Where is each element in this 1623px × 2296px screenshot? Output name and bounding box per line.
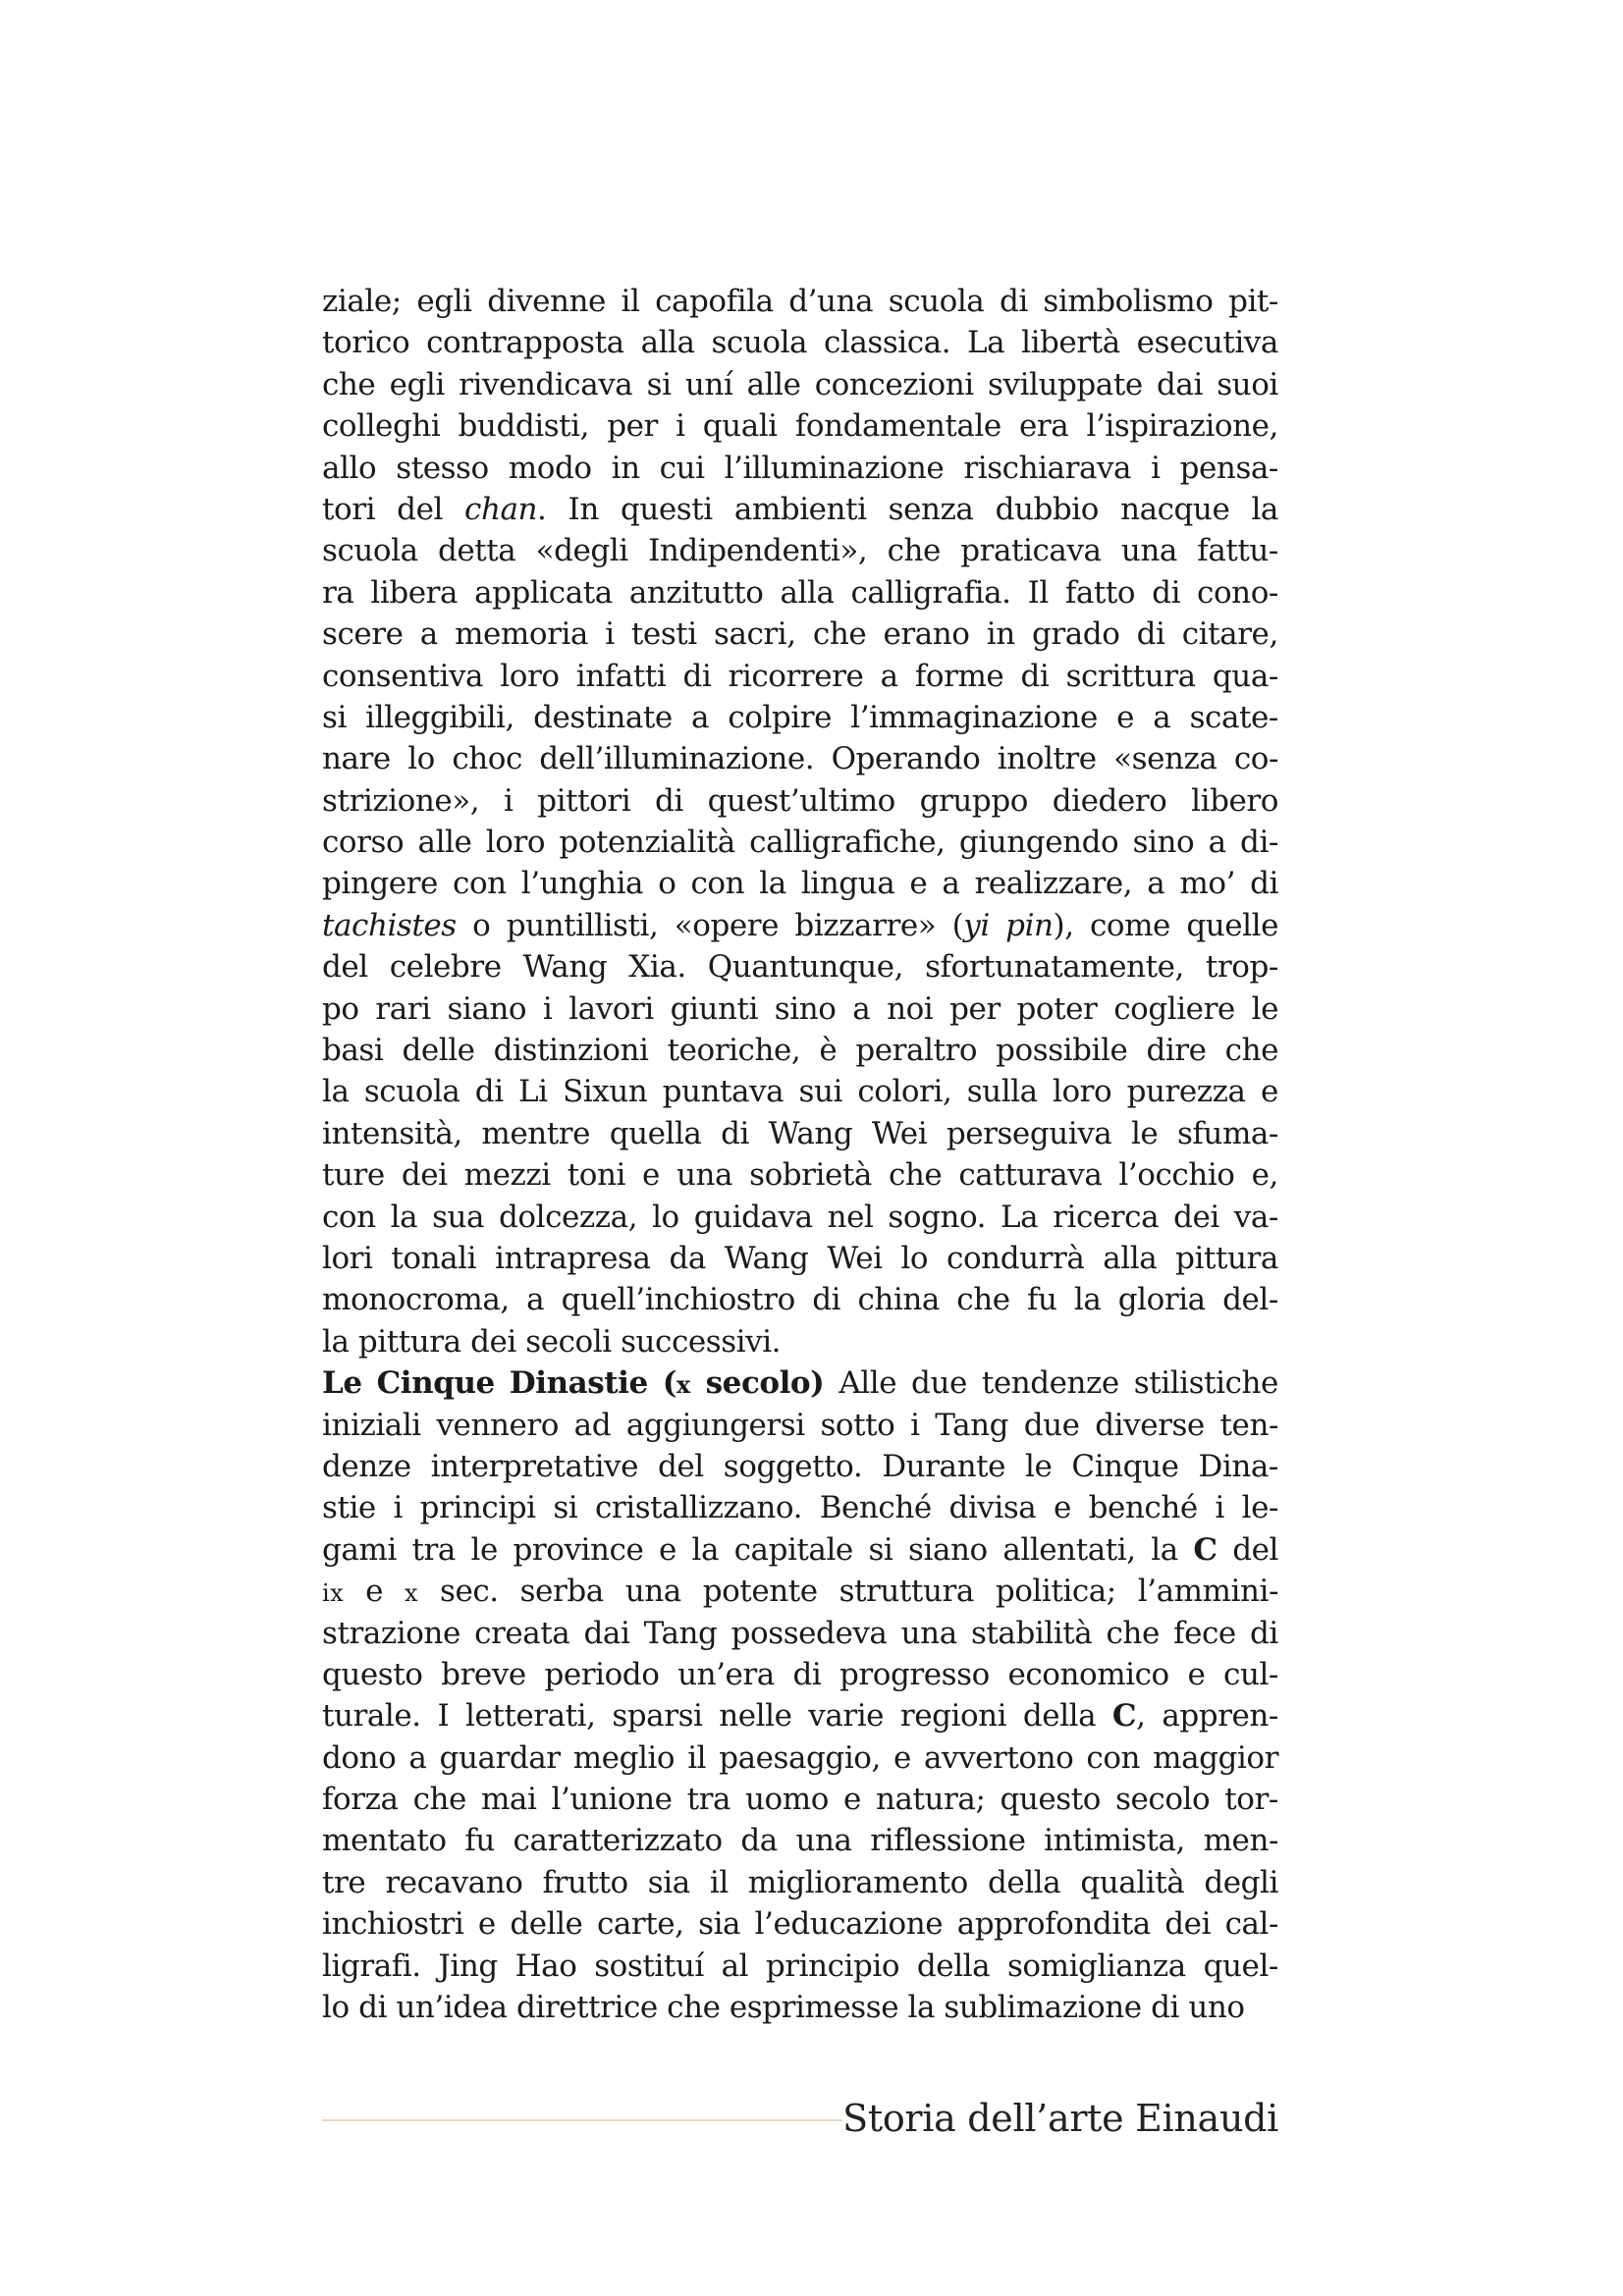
body-line: ix e x sec. serba una potente struttura politica; l’ammini-	[322, 1574, 1278, 1610]
body-line: torico contrapposta alla scuola classica. La libertà esecutiva	[322, 325, 1278, 361]
body-line: questo breve periodo un’era di progresso economico e cul-	[322, 1656, 1278, 1692]
body-line: strazione creata dai Tang possedeva una stabilità che fece di	[322, 1615, 1278, 1651]
body-line: colleghi buddisti, per i quali fondamentale era l’ispirazione,	[322, 408, 1278, 445]
body-line: forza che mai l’unione tra uomo e natura; questo secolo tor-	[322, 1782, 1278, 1818]
body-line: allo stesso modo in cui l’illuminazione rischiarava i pensa-	[322, 450, 1278, 486]
body-line: strizione», i pittori di quest’ultimo gruppo diedero libero	[322, 782, 1278, 819]
body-line: ligrafi. Jing Hao sostituí al principio della somiglianza quel-	[322, 1948, 1278, 1984]
body-line: gami tra le province e la capitale si siano allentati, la C del	[322, 1531, 1278, 1568]
footer-title: Storia dell’arte Einaudi	[842, 2097, 1278, 2140]
body-line: ture dei mezzi toni e una sobrietà che catturava l’occhio e,	[322, 1157, 1278, 1194]
body-line: la scuola di Li Sixun puntava sui colori, sulla loro purezza e	[322, 1074, 1278, 1110]
page-footer	[322, 2091, 1278, 2146]
body-line: turale. I letterati, sparsi nelle varie regioni della C, appren-	[322, 1698, 1278, 1735]
body-line: lori tonali intrapresa da Wang Wei lo condurrà alla pittura	[322, 1240, 1278, 1276]
body-line: tre recavano frutto sia il miglioramento della qualità degli	[322, 1864, 1278, 1900]
body-line: iniziali vennero ad aggiungersi sotto i Tang due diverse ten-	[322, 1407, 1278, 1443]
body-line: tachistes o puntillisti, «opere bizzarre» (yi pin), come quelle	[322, 907, 1278, 943]
body-line: ziale; egli divenne il capofila d’una scuola di simbolismo pit-	[322, 284, 1278, 319]
body-line: mentato fu caratterizzato da una riflessione intimista, men-	[322, 1823, 1278, 1859]
footer-rule	[322, 2119, 842, 2121]
body-line: pingere con l’unghia o con la lingua e a realizzare, a mo’ di	[322, 866, 1278, 902]
body-line: nare lo choc dell’illuminazione. Operando inoltre «senza co-	[322, 741, 1278, 777]
body-line: denze interpretative del soggetto. Durante le Cinque Dina-	[322, 1448, 1278, 1484]
body-line: Le Cinque Dinastie (x secolo) Alle due tendenze stilistiche	[322, 1365, 1278, 1402]
body-line: scuola detta «degli Indipendenti», che praticava una fattu-	[322, 533, 1278, 569]
body-line: stie i principi si cristallizzano. Benché divisa e benché i le-	[322, 1490, 1278, 1526]
body-line: dono a guardar meglio il paesaggio, e avvertono con maggior	[322, 1739, 1278, 1776]
body-line: si illeggibili, destinate a colpire l’immaginazione e a scate-	[322, 699, 1278, 735]
body-line: tori del chan. In questi ambienti senza dubbio nacque la	[322, 491, 1278, 527]
body-line: monocroma, a quell’inchiostro di china che fu la gloria del-	[322, 1282, 1278, 1318]
body-line: scere a memoria i testi sacri, che erano in grado di citare,	[322, 616, 1278, 653]
body-line: po rari siano i lavori giunti sino a noi per poter cogliere le	[322, 990, 1278, 1027]
body-line: che egli rivendicava si uní alle concezioni sviluppate dai suoi	[322, 366, 1278, 402]
body-line: inchiostri e delle carte, sia l’educazione approfondita dei cal-	[322, 1906, 1278, 1943]
body-line: la pittura dei secoli successivi.	[322, 1323, 782, 1360]
body-line: corso alle loro potenzialità calligrafiche, giungendo sino a di-	[322, 825, 1278, 861]
body-line: lo di un’idea direttrice che esprimesse la sublimazione di uno	[322, 1990, 1245, 2026]
body-line: con la sua dolcezza, lo guidava nel sogno. La ricerca dei va-	[322, 1199, 1278, 1235]
body-line: consentiva loro infatti di ricorrere a forme di scrittura qua-	[322, 658, 1278, 694]
body-line: basi delle distinzioni teoriche, è peraltro possibile dire che	[322, 1033, 1278, 1069]
body-text	[322, 281, 1278, 2028]
body-line: intensità, mentre quella di Wang Wei perseguiva le sfuma-	[322, 1115, 1278, 1151]
body-line: del celebre Wang Xia. Quantunque, sfortunatamente, trop-	[322, 949, 1278, 986]
body-line: ra libera applicata anzitutto alla calligrafia. Il fatto di cono-	[322, 574, 1278, 611]
